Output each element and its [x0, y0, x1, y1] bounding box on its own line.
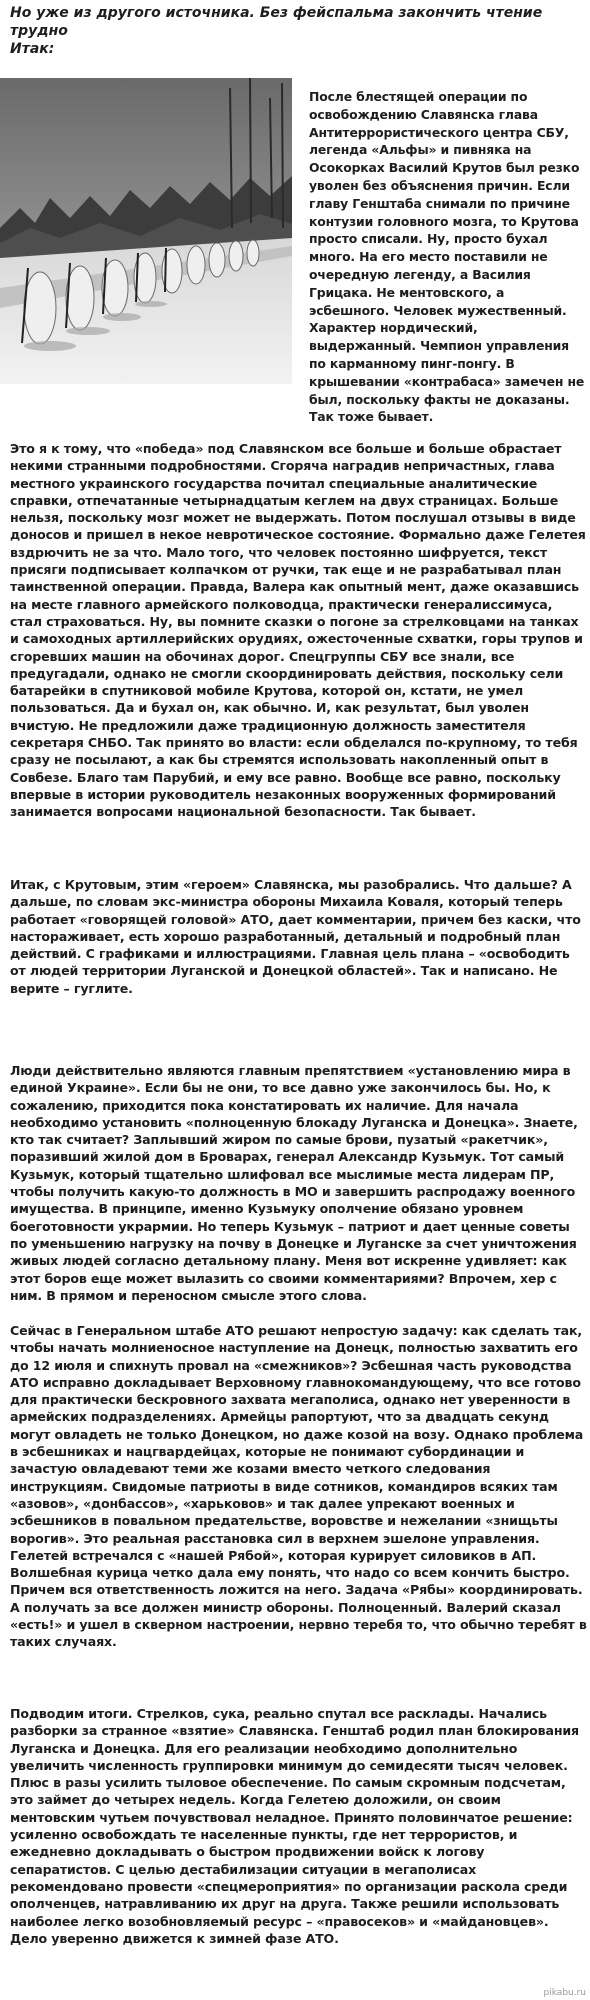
- site-watermark: pikabu.ru: [543, 1988, 586, 1998]
- paragraph-1: После блестящей операции по освобождению Славянска глава Антитеррористического центра СБУ, легенда «Альфы» и пивняка на Осокорках Василий Крутов был резко уволен без объяснения причин. Если главу Генштаба снимали по причине контузии головного мозга, то Крутова просто списали. Ну, просто бухал много. На его место поставили не очередную легенду, а Василия Грицака. Не ментовского, а эсбешного. Человек мужественный. Характер нордический, выдержанный. Чемпион управления по карманному пинг-понгу. В крышевании «контрабаса» замечен не был, поскольку факты не доказаны. Так тоже бывает.: [309, 89, 585, 425]
- paragraph-4: Люди действительно являются главным препятствием «установлению мира в единой Украине». Если бы не они, то все давно уже закончилось бы. Но, к сожалению, приходится пока констатировать их наличие. Для начала необходимо установить «полноценную блокаду Луганска и Донецка». Знаете, кто так считает? Заплывший жиром по самые брови, пузатый «ракетчик», поразивший жилой дом в Броварах, генерал Александр Кузьмук. Тот самый Кузьмук, который тщательно шлифовал все мыслимые места лидерам ПР, чтобы получить какую-то должность в МО и завершить распродажу военного имущества. В принципе, именно Кузьмуку ополчение обязано уровнем боеготовности укрармии. Но теперь Кузьмук – патриот и дает ценные советы по уменьшению нагрузку на почву в Донецке и Луганске за счет уничтожения живых людей согласно детальному плану. Меня вот искренне удивляет: как этот боров еще может вылазить со своими комментариями? Впрочем, хер с ним. В прямом и переносном смысле этого слова.: [10, 1063, 578, 1303]
- paragraph-3: Итак, с Крутовым, этим «героем» Славянска, мы разобрались. Что дальше? А дальше, по словам экс-министра обороны Михаила Коваля, который теперь работает «говорящей головой» АТО, дает комментарии, причем без каски, что настораживает, есть хорошо разработанный, детальный и подробный план действий. С графиками и иллюстрациями. Главная цель плана – «освободить от людей территории Луганской и Донецкой областей». Так и написано. Не верите – гуглите.: [10, 877, 581, 996]
- winter-soldiers-photo: [0, 78, 292, 384]
- paragraph-2: Это я к тому, что «победа» под Славянском все больше и больше обрастает некими странными подробностями. Сгоряча наградив непричастных, глава местного украинского государства почитал специальные аналитические справки, отпечатанные четырнадцатым кеглем на двух страницах. Больше нельзя, поскольку мозг может не выдержать. Потом послушал отзывы в виде доносов и пришел в некое невротическое состояние. Формально даже Гелетея вздрючить не за что. Мало того, что человек постоянно шифруется, текст присяги подписывает колпачком от ручки, так еще и не разрабатывал план таинственной операции. Правда, Валера как опытный мент, даже оказавшись на месте главного армейского полководца, практически генералиссимуса, стал страховаться. Ну, вы помните сказки о погоне за стрелковцами на танках и самоходных артиллерийских орудиях, ожесточенные схватки, горы трупов и сгоревших машин на обочинах дорог. Спецгруппы СБУ все знали, все предугадали, однако не смогли скоординировать действия, поскольку сели батарейки в спутниковой мобиле Крутова, которой он, кстати, не умел пользоваться. Да и бухал он, как обычно. И, как результат, был уволен вчистую. Не предложили даже традиционную должность заместителя секретаря СНБО. Так принято во власти: если обделался по-крупному, то тебя сразу не посылают, а как бы стремятся использовать накопленный опыт в Совбезе. Благо там Парубий, и ему все равно. Вообще все равно, поскольку впервые в истории руководитель незаконных вооруженных формирований занимается вопросами национальной безопасности. Так бывает.: [10, 441, 586, 820]
- intro-text: [10, 4, 570, 58]
- paragraph-6: Подводим итоги. Стрелков, сука, реально спутал все расклады. Начались разборки за странное «взятие» Славянска. Генштаб родил план блокирования Луганска и Донецка. Для его реализации необходимо дополнительно увеличить численность группировки минимум до семидесяти тысяч человек. Плюс в разы усилить тыловое обеспечение. По самым скромным подсчетам, это займет до четырех недель. Когда Гелетею доложили, он своим ментовским чутьем почувствовал неладное. Принято половинчатое решение: усиленно освобождать те населенные пункты, где нет террористов, и ежедневно докладывать о быстром продвижении войск к логову сепаратистов. С целью дестабилизации ситуации в мегаполисах рекомендовано провести «спецмероприятия» по организации раскола среди ополченцев, натравливанию их друг на друга. Также решили использовать наиболее легко возобновляемый ресурс – «правосеков» и «майдановцев». Дело уверенно движется к зимней фазе АТО.: [10, 1706, 579, 1946]
- intro-line-1: Но уже из другого источника. Без фейспальма закончить чтение трудно: [10, 5, 543, 39]
- intro-line-2: Итак:: [10, 41, 55, 57]
- photo-illustration: [0, 78, 292, 384]
- paragraph-5: Сейчас в Генеральном штабе АТО решают непростую задачу: как сделать так, чтобы начать молниеносное наступление на Донецк, полностью захватить его до 12 июля и спихнуть провал на «смежников»? Эсбешная часть руководства АТО исправно докладывает Верховному главнокомандующему, что все готово для практически бескровного захвата мегаполиса, однако нет уверенности в армейских подразделениях. Армейцы рапортуют, что за двадцать секунд могут овладеть не только Донецком, но даже козой на возу. Однако проблема в эсбешниках и нацгвардейцах, которые не понимают субординации и зачастую овладевают теми же козами вместо четкого следования инструкциям. Свидомые патриоты в виде сотников, командиров всяких там «азовов», «донбассов», «харьковов» и так далее упрекают военных и эсбешников в повальном предательстве, воровстве и нежелании «знищьты ворогив». Это реальная расстановка сил в верхнем эшелоне управления. Гелетей встречался с «нашей Рябой», которая курирует силовиков в АП. Волшебная курица четко дала ему понять, что надо со всем кончить быстро. Причем вся ответственность ложится на него. Задача «Рябы» координировать. А получать за все должен министр обороны. Полноценный. Валерий сказал «есть!» и ушел в скверном настроении, нервно теребя то, что обычно теребят в таких случаях.: [10, 1323, 587, 1650]
